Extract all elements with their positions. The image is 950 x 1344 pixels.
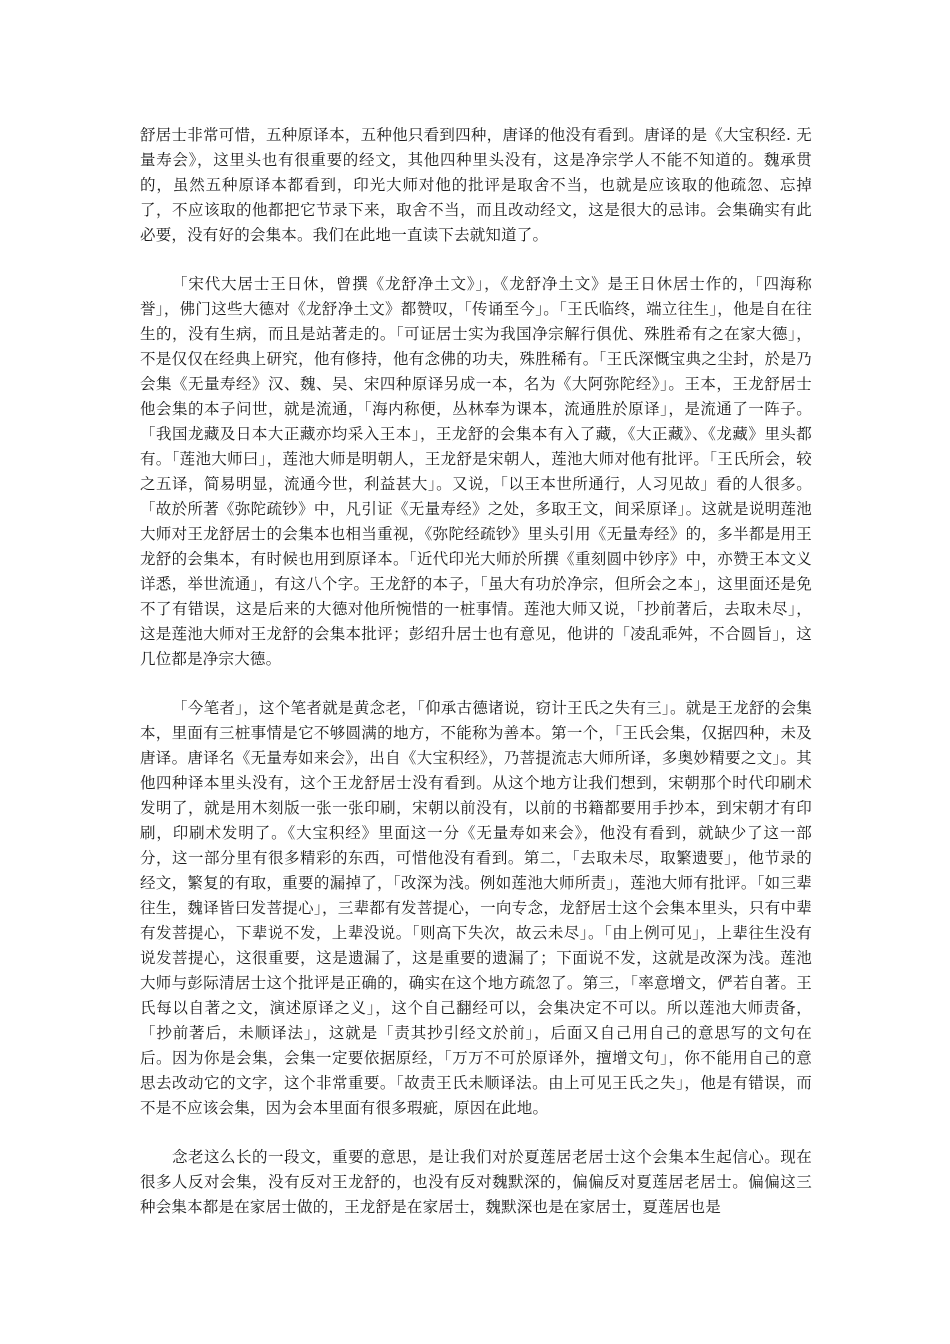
- paragraph-2: 「宋代大居士王日休，曾撰《龙舒净土文》」，《龙舒净土文》是王日休居士作的，「四海称誉」，佛门这些大德对《龙舒净土文》都赞叹，「传诵至今」。「王氏临终，端立往生」，他是自在往生的，没有生病，而且是站著走的。「可证居士实为我国净宗解行俱优、殊胜希有之在家大德」，不是仅仅在经典上研究，他有修持，他有念佛的功夫，殊胜稀有。「王氏深慨宝典之尘封，於是乃会集《无量寿经》汉、魏、吴、宋四种原译另成一本，名为《大阿弥陀经》」。王本，王龙舒居士他会集的本子问世，就是流通，「海内称便，丛林奉为课本，流通胜於原译」，是流通了一阵子。「我国龙藏及日本大正藏亦均采入王本」，王龙舒的会集本有入了藏，《大正藏》、《龙藏》里头都有。「莲池大师曰」，莲池大师是明朝人，王龙舒是宋朝人，莲池大师对他有批评。「王氏所会，较之五译，简易明显，流通今世，利益甚大」。又说，「以王本世所通行，人习见故」看的人很多。「故於所著《弥陀疏钞》中，凡引证《无量寿经》之处，多取王文，间采原译」。这就是说明莲池大师对王龙舒居士的会集本也相当重视，《弥陀经疏钞》里头引用《无量寿经》的，多半都是用王龙舒的会集本，有时候也用到原译本。「近代印光大师於所撰《重刻圆中钞序》中，亦赞王本文义详悉，举世流通」，有这八个字。王龙舒的本子，「虽大有功於净宗，但所会之本」，这里面还是免不了有错误，这是后来的大德对他所惋惜的一桩事情。莲池大师又说，「抄前著后，去取未尽」，这是莲池大师对王龙舒的会集本批评；彭绍升居士也有意见，他讲的「凌乱乖舛，不合圆旨」，这几位都是净宗大德。: [140, 275, 812, 668]
- paragraph-3: 「今笔者」，这个笔者就是黄念老，「仰承古德诸说，窃计王氏之失有三」。就是王龙舒的会集本，里面有三桩事情是它不够圆满的地方，不能称为善本。第一个，「王氏会集，仅据四种，未及唐译。唐译名《无量寿如来会》，出自《大宝积经》，乃菩提流志大师所译，多奥妙精要之文」。其他四种译本里头没有，这个王龙舒居士没有看到。从这个地方让我们想到，宋朝那个时代印刷术发明了，就是用木刻版一张一张印刷，宋朝以前没有，以前的书籍都要用手抄本，到宋朝才有印刷，印刷术发明了。《大宝积经》里面这一分《无量寿如来会》，他没有看到，就缺少了这一部分，这一部分里有很多精彩的东西，可惜他没有看到。第二，「去取未尽，取繁遗要」，他节录的经文，繁复的有取，重要的漏掉了，「改深为浅。例如莲池大师所责」，莲池大师有批评。「如三辈往生，魏译皆曰发菩提心」，三辈都有发菩提心，一向专念，龙舒居士这个会集本里头，只有中辈有发菩提心，下辈说不发，上辈没说。「则高下失次，故云未尽」。「由上例可见」，上辈往生没有说发菩提心，这很重要，这是遗漏了，这是重要的遗漏了；下面说不发，这就是改深为浅。莲池大师与彭际清居士这个批评是正确的，确实在这个地方疏忽了。第三，「率意增文，俨若自著。王氏每以自著之文，演述原译之义」，这个自己翻经可以，会集决定不可以。所以莲池大师责备，「抄前著后，未顺译法」，这就是「责其抄引经文於前」，后面又自己用自己的意思写的文句在后。因为你是会集，会集一定要依据原经，「万万不可於原译外，擅增文句」，你不能用自己的意思去改动它的文字，这个非常重要。「故责王氏未顺译法。由上可见王氏之失」，他是有错误，而不是不应该会集，因为会本里面有很多瑕疵，原因在此地。: [140, 699, 812, 1117]
- paragraph-1: 舒居士非常可惜，五种原译本，五种他只看到四种，唐译的他没有看到。唐译的是《大宝积经. 无量寿会》，这里头也有很重要的经文，其他四种里头没有，这是净宗学人不能不知道的。魏承贯的，虽然五种原译本都看到，印光大师对他的批评是取舍不当，也就是应该取的他疏忽、忘掉了，不应该取的他都把它节录下来，取舍不当，而且改动经文，这是很大的忌讳。会集确实有此必要，没有好的会集本。我们在此地一直读下去就知道了。: [140, 126, 812, 244]
- paragraph-4: 念老这么长的一段文，重要的意思，是让我们对於夏莲居老居士这个会集本生起信心。现在很多人反对会集，没有反对王龙舒的，也没有反对魏默深的，偏偏反对夏莲居老居士。偏偏这三种会集本都是在家居士做的，王龙舒是在家居士，魏默深也是在家居士，夏莲居也是: [140, 1148, 812, 1216]
- document-body: [140, 123, 812, 1220]
